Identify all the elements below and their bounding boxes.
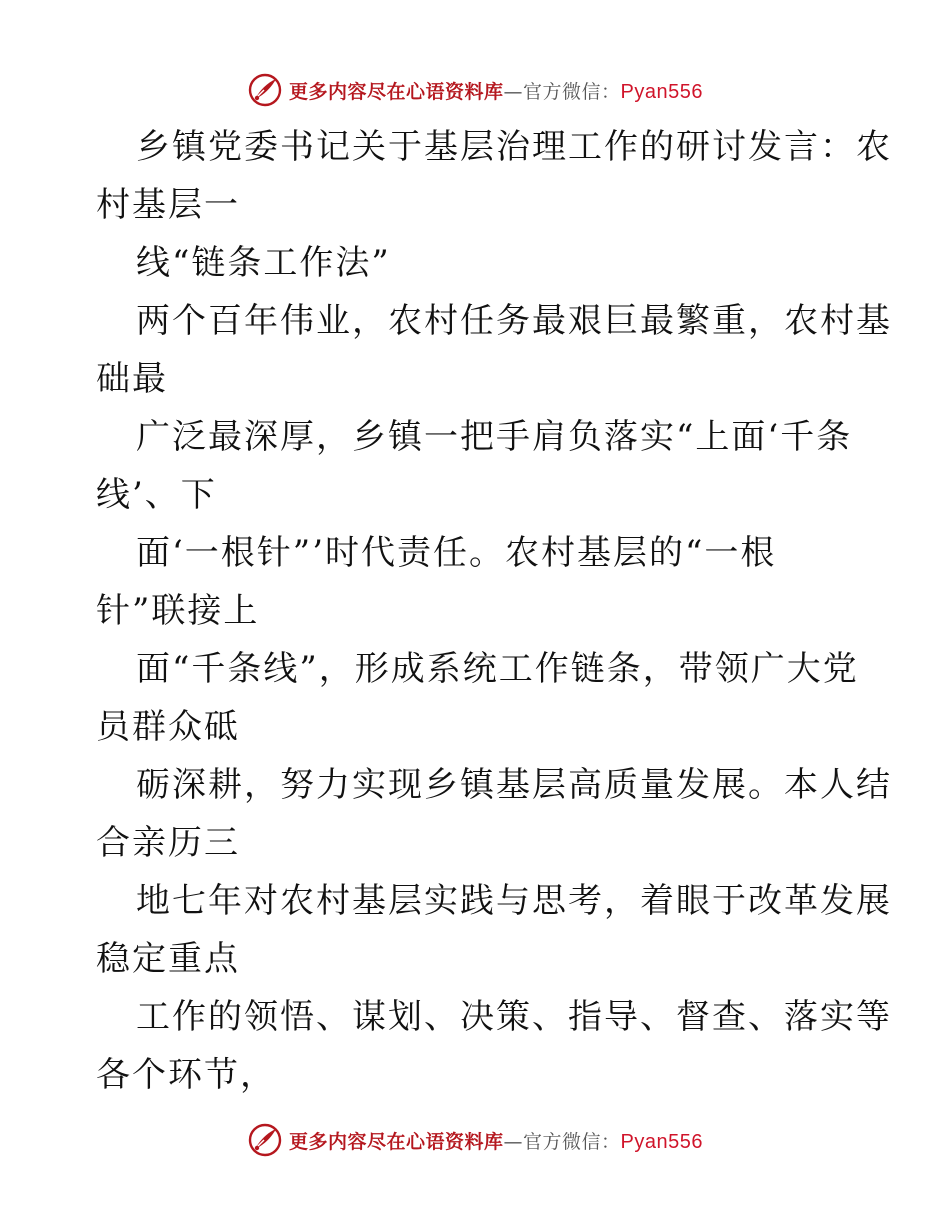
text-line: 砺深耕，努力实现乡镇基层高质量发展。本人结 [136, 765, 892, 805]
banner-main-text: 更多内容尽在心语资料库 [289, 1130, 504, 1153]
banner-wechat-id: Pyan556 [620, 80, 703, 103]
text-line: 工作的领悟、谋划、决策、指导、督查、落实等 [136, 997, 892, 1037]
banner-main-text: 更多内容尽在心语资料库 [289, 80, 504, 103]
banner-wechat-id: Pyan556 [620, 1130, 703, 1153]
text-line: 合亲历三 [96, 823, 240, 863]
banner-sub-text: —官方微信： [503, 80, 621, 103]
text-line: 各个环节， [96, 1055, 276, 1095]
banner-text [289, 77, 703, 104]
text-line: 针”联接上 [96, 591, 260, 631]
banner-sub-text: —官方微信： [503, 1130, 621, 1153]
text-line: 村基层一 [96, 185, 240, 225]
text-line: 两个百年伟业，农村任务最艰巨最繁重，农村基 [136, 301, 892, 341]
text-line: 稳定重点 [96, 939, 240, 979]
text-line: 员群众砥 [96, 707, 240, 747]
text-line: 地七年对农村基层实践与思考，着眼于改革发展 [136, 881, 892, 921]
text-line: 础最 [96, 359, 168, 399]
document-body [96, 118, 892, 1104]
banner-text [289, 1127, 703, 1154]
text-line: 面“千条线”，形成系统工作链条，带领广大党 [136, 649, 859, 689]
text-line: 面‘一根针”’时代责任。农村基层的“一根 [136, 533, 777, 573]
text-line: 线’、下 [96, 475, 217, 515]
header-banner [0, 70, 950, 110]
text-line: 广泛最深厚，乡镇一把手肩负落实“上面‘千条 [136, 417, 853, 457]
quill-logo-icon [247, 1122, 283, 1158]
footer-banner [0, 1120, 950, 1160]
text-line: 线“链条工作法” [136, 243, 391, 283]
quill-logo-icon [247, 72, 283, 108]
text-line: 乡镇党委书记关于基层治理工作的研讨发言：农 [136, 127, 892, 167]
